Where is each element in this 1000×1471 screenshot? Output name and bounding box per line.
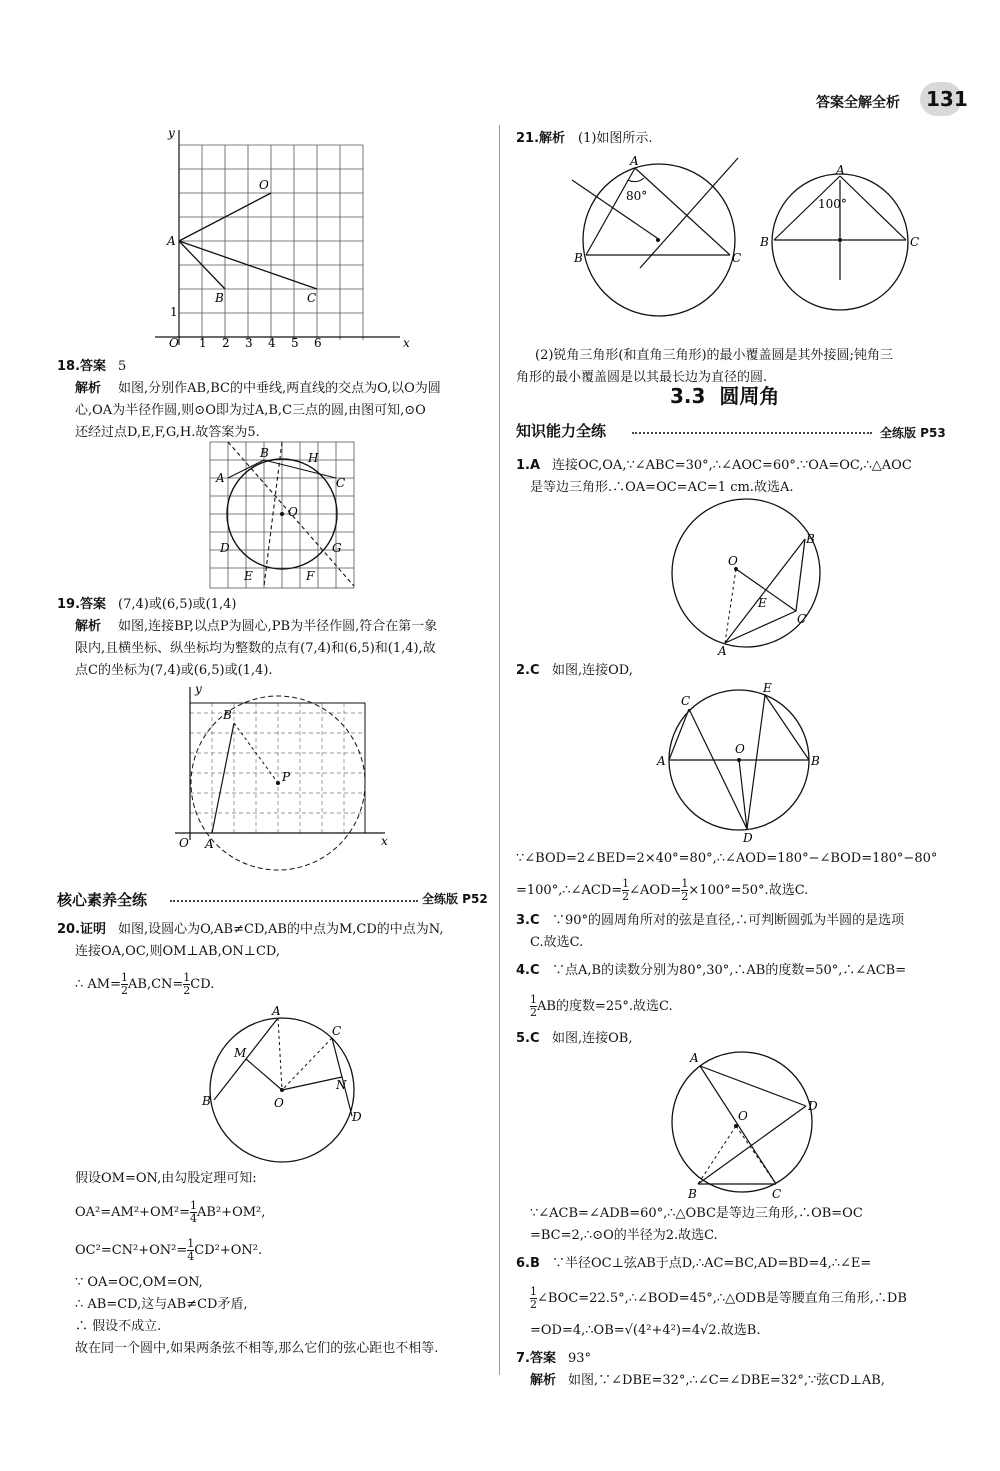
svg-text:A: A [205, 837, 214, 851]
q6-line-2: $\frac{1}{2}$ ∠BOC=22.5°,∴∠BOD=45°,∴△ODB是等腰直角三角形,∴DB [530, 1285, 907, 1311]
figure-circle-q2 [655, 681, 835, 845]
q2-line-1: ∵∠BOD=2∠BED=2×40°=80°,∴∠AOD=180°−∠BOD=180°−80° [516, 851, 938, 866]
figure-triangles-21 [560, 150, 960, 340]
svg-text:3: 3 [245, 336, 253, 350]
q6-label: 6.B [516, 1256, 540, 1271]
q3-text-1: ∵90°的圆周角所对的弦是直径,∴可判断圆弧为半圆的是选项 [552, 913, 905, 928]
svg-text:O: O [274, 1096, 284, 1110]
q18-analysis-label: 解析 [75, 381, 102, 396]
q21-p2-1: (2)锐角三角形(和直角三角形)的最小覆盖圆是其外接圆;钝角三 [535, 348, 893, 363]
section-heading-3-3: 3.3 圆周角 [670, 384, 780, 408]
svg-text:A: A [836, 163, 845, 177]
svg-text:G: G [332, 541, 342, 555]
figure-coordinate-19 [175, 682, 395, 875]
svg-text:x: x [381, 834, 388, 848]
svg-text:C: C [732, 251, 742, 265]
q19-answer: (7,4)或(6,5)或(1,4) [118, 597, 237, 612]
q18-text-1: 如图,分别作AB,BC的中垂线,两直线的交点为O,以O为圆 [118, 381, 441, 396]
svg-text:D: D [808, 1099, 818, 1113]
svg-text:A: A [216, 471, 225, 485]
figure-circle-q1 [660, 495, 840, 658]
svg-text:B: B [811, 754, 820, 768]
svg-text:2: 2 [222, 336, 230, 350]
svg-text:B: B [688, 1187, 697, 1201]
angle-100-label: 100° [818, 197, 847, 211]
q5-text-1: ∵∠ACB=∠ADB=60°,∴△OBC是等边三角形,∴OB=OC [530, 1206, 863, 1221]
svg-text:A: A [272, 1004, 281, 1018]
svg-text:D: D [220, 541, 230, 555]
svg-text:C: C [307, 291, 317, 305]
svg-text:D: D [743, 831, 753, 845]
svg-text:P: P [282, 770, 291, 784]
svg-text:O: O [288, 505, 298, 519]
figure-circle-20 [200, 1005, 380, 1165]
q5-text: 如图,连接OB, [552, 1031, 633, 1046]
svg-text:B: B [223, 708, 232, 722]
svg-text:O: O [735, 742, 745, 756]
q20-tail-4: 故在同一个圆中,如果两条弦不相等,那么它们的弦心距也不相等. [75, 1341, 439, 1356]
q18-answer: 5 [118, 359, 127, 374]
svg-text:B: B [260, 446, 269, 460]
svg-text:4: 4 [268, 336, 276, 350]
svg-text:y: y [195, 682, 202, 696]
q20-label: 20.证明 [57, 922, 107, 937]
q19-text-3: 点C的坐标为(7,4)或(6,5)或(1,4). [75, 663, 273, 678]
q4-line-2: $\frac{1}{2}$ AB的度数=25°.故选C. [530, 993, 673, 1019]
svg-text:C: C [681, 694, 691, 708]
q6-line-3: =OD=4,∴OB=√(4²+4²)=4√2.故选B. [530, 1323, 761, 1338]
svg-text:O: O [728, 554, 738, 568]
q19-analysis-label: 解析 [75, 619, 102, 634]
q2-text: 如图,连接OD, [552, 663, 633, 678]
q18-text-2: 心,OA为半径作圆,则⊙O即为过A,B,C三点的圆,由图可知,⊙O [75, 403, 426, 418]
q2-line-2: =100°,∴∠ACD= $\frac{1}{2}$ ∠AOD= $\frac{1}{2}$ ×100°=50°.故选C. [516, 877, 809, 903]
svg-text:N: N [336, 1078, 347, 1092]
q1-text-2: 是等边三角形.∴OA=OC=AC=1 cm.故选A. [530, 480, 794, 495]
svg-text:M: M [234, 1046, 247, 1060]
section-title-core: 核心素养全练 [57, 891, 148, 909]
figure-grid-17 [155, 125, 415, 355]
angle-80-label: 80° [626, 189, 648, 203]
q4-label: 4.C [516, 963, 540, 978]
svg-text:B: B [806, 532, 815, 546]
q21-p2-2: 角形的最小覆盖圆是以其最长边为直径的圆. [516, 370, 768, 385]
q21-intro: (1)如图所示. [578, 131, 653, 146]
svg-text:C: C [772, 1187, 782, 1201]
q20-text-1: 如图,设圆心为O,AB≠CD,AB的中点为M,CD的中点为N, [118, 922, 444, 937]
q20-suppose: 假设OM=ON,由勾股定理可知: [75, 1171, 257, 1186]
figure-circle-grid-18 [208, 440, 358, 590]
svg-text:A: A [718, 644, 727, 658]
q20-eq1: OA²=AM²+OM²= $\frac{1}{4}$ AB²+OM², [75, 1199, 266, 1225]
svg-text:A: A [167, 234, 176, 248]
svg-text:O: O [738, 1109, 748, 1123]
svg-text:O: O [259, 178, 269, 192]
q1-text-1: 连接OC,OA,∵∠ABC=30°,∴∠AOC=60°.∵OA=OC,∴△AOC [552, 458, 912, 473]
figure-circle-q5 [660, 1050, 840, 1200]
q7-label: 7.答案 [516, 1351, 556, 1366]
svg-text:C: C [336, 476, 346, 490]
q19-text-2: 限内,且横坐标、纵坐标均为整数的点有(7,4)和(6,5)和(1,4),故 [75, 641, 436, 656]
svg-text:C: C [910, 235, 920, 249]
section-version-knowledge: 全练版 P53 [880, 426, 946, 440]
svg-text:B: B [574, 251, 583, 265]
axis-x-label: x [403, 336, 410, 350]
svg-text:5: 5 [291, 336, 299, 350]
svg-text:1: 1 [170, 305, 178, 319]
q3-text-2: C.故选C. [530, 935, 584, 950]
section-title-knowledge: 知识能力全练 [516, 422, 607, 440]
q18-label: 18.答案 [57, 359, 107, 374]
q20-text-2: 连接OA,OC,则OM⊥AB,ON⊥CD, [75, 944, 281, 959]
q19-label: 19.答案 [57, 597, 107, 612]
q20-tail-3: ∴ 假设不成立. [75, 1319, 162, 1334]
svg-text:F: F [306, 569, 315, 583]
svg-text:A: A [690, 1051, 699, 1065]
q19-text-1: 如图,连接BP,以点P为圆心,PB为半径作圆,符合在第一象 [118, 619, 438, 634]
q7-text: 如图,∵∠DBE=32°,∴∠C=∠DBE=32°,∵弦CD⊥AB, [568, 1373, 885, 1388]
section-leader-dots-2 [632, 432, 872, 434]
svg-text:C: C [797, 612, 807, 626]
q1-label: 1.A [516, 458, 541, 473]
q4-line-1: ∵点A,B的读数分别为80°,30°,∴AB的度数=50°,∴∠ACB= [552, 963, 907, 978]
q7-answer: 93° [568, 1351, 592, 1366]
svg-text:O: O [169, 336, 179, 350]
axis-y-label: y [168, 126, 175, 140]
svg-text:B: B [215, 291, 224, 305]
svg-text:C: C [332, 1024, 342, 1038]
svg-text:E: E [758, 596, 767, 610]
q21-label: 21.解析 [516, 131, 566, 146]
svg-text:O: O [179, 836, 189, 850]
q6-line-1: ∵半径OC⊥弦AB于点D,∴AC=BC,AD=BD=4,∴∠E= [552, 1256, 872, 1271]
svg-text:H: H [308, 451, 319, 465]
svg-text:E: E [763, 681, 772, 695]
header-title: 答案全解全析 [816, 95, 900, 111]
svg-text:6: 6 [314, 336, 322, 350]
q20-tail-2: ∴ AB=CD,这与AB≠CD矛盾, [75, 1297, 248, 1312]
svg-text:D: D [352, 1110, 362, 1124]
q20-eq2: OC²=CN²+ON²= $\frac{1}{4}$ CD²+ON². [75, 1237, 263, 1263]
column-divider [499, 125, 500, 1375]
q20-text-3: ∴ AM= $\frac{1}{2}$ AB,CN= $\frac{1}{2}$ CD. [75, 971, 215, 997]
svg-text:B: B [202, 1094, 211, 1108]
q5-text-2: =BC=2,∴⊙O的半径为2.故选C. [530, 1228, 718, 1243]
page-number: 131 [926, 87, 968, 111]
svg-text:A: A [630, 154, 639, 168]
q2-label: 2.C [516, 663, 540, 678]
section-leader-dots [170, 900, 418, 902]
q20-tail-1: ∵ OA=OC,OM=ON, [75, 1275, 203, 1290]
section-version-core: 全练版 P52 [422, 892, 488, 906]
q3-label: 3.C [516, 913, 540, 928]
q7-analysis-label: 解析 [530, 1373, 557, 1388]
q5-label: 5.C [516, 1031, 540, 1046]
svg-text:1: 1 [199, 336, 207, 350]
svg-text:E: E [244, 569, 253, 583]
svg-text:B: B [760, 235, 769, 249]
svg-text:A: A [657, 754, 666, 768]
q18-text-3: 还经过点D,E,F,G,H.故答案为5. [75, 425, 260, 440]
